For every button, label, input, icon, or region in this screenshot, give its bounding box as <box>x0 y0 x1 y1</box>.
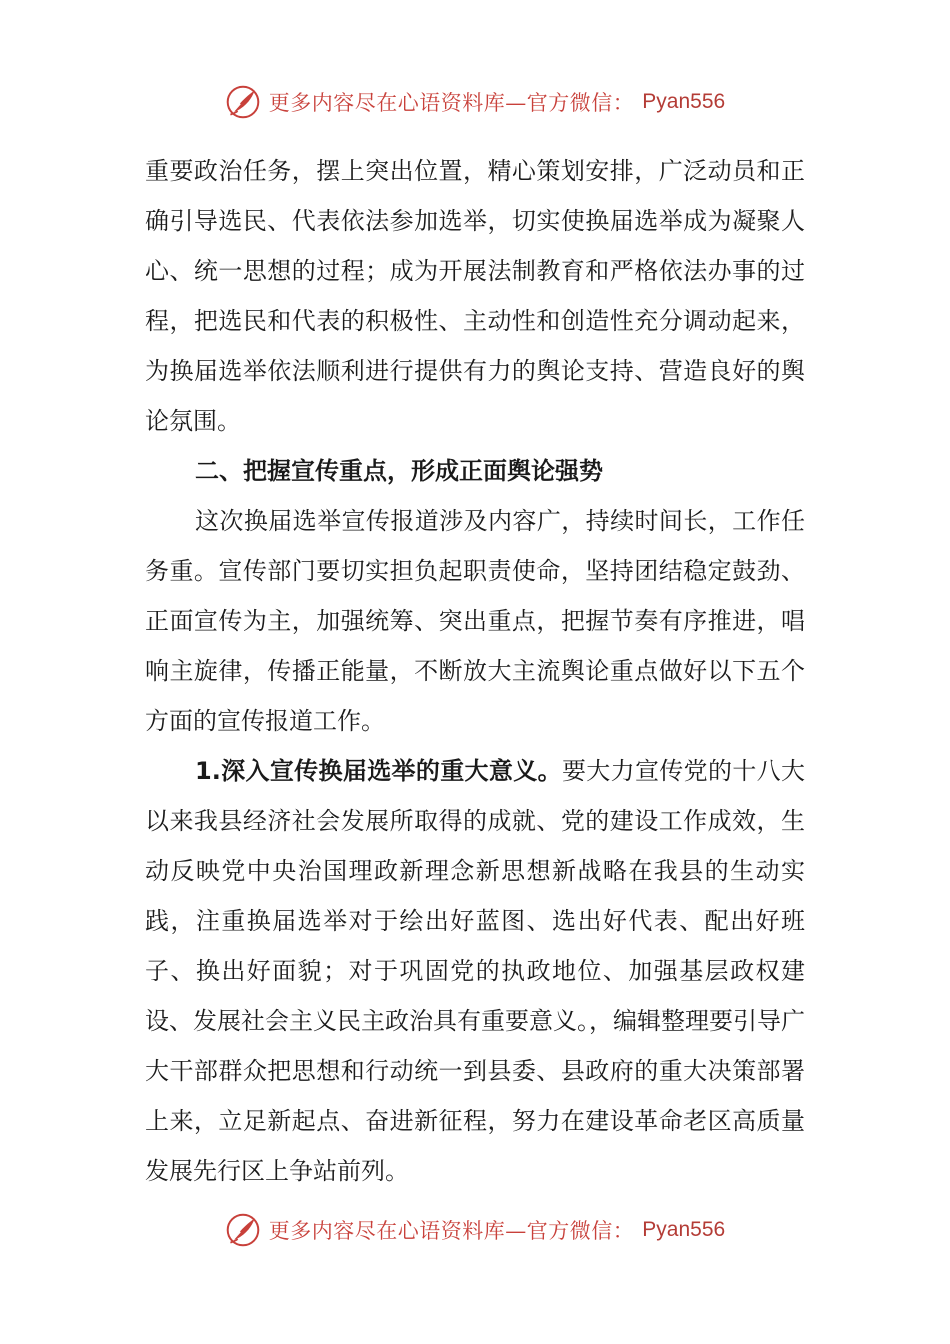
item-1-lead: 1.深入宣传换届选举的重大意义。 <box>195 757 562 785</box>
wechat-id: Pyan556 <box>642 90 726 113</box>
document-body <box>145 146 805 1196</box>
banner-slogan: 更多内容尽在心语资料库—官方微信： <box>268 91 635 115</box>
header-banner <box>0 82 950 122</box>
paragraph-intro: 这次换届选举宣传报道涉及内容广，持续时间长，工作任务重。宣传部门要切实担负起职责使命，坚持团结稳定鼓劲、正面宣传为主，加强统筹、突出重点，把握节奏有序推进，唱响主旋律，传播正能量，不断放大主流舆论重点做好以下五个方面的宣传报道工作。 <box>145 507 805 735</box>
paragraph-item-1 <box>145 746 805 1196</box>
item-1-body: 要大力宣传党的十八大以来我县经济社会发展所取得的成就、党的建设工作成效，生动反映党中央治国理政新理念新思想新战略在我县的生动实践，注重换届选举对于绘出好蓝图、选出好代表、配出好班子、换出好面貌；对于巩固党的执政地位、加强基层政权建设、发展社会主义民主政治具有重要意义。，编辑整理要引导广大干部群众把思想和行动统一到县委、县政府的重大决策部署上来，立足新起点、奋进新征程，努力在建设革命老区高质量发展先行区上争站前列。 <box>145 757 806 1185</box>
footer-banner <box>0 1210 950 1250</box>
section-heading: 二、把握宣传重点，形成正面舆论强势 <box>195 457 603 485</box>
footer-slogan: 更多内容尽在心语资料库—官方微信： <box>268 1219 635 1243</box>
quill-pen-logo-icon <box>225 84 261 120</box>
quill-pen-logo-icon <box>225 1212 261 1248</box>
paragraph-continuation: 重要政治任务，摆上突出位置，精心策划安排，广泛动员和正确引导选民、代表依法参加选举，切实使换届选举成为凝聚人心、统一思想的过程；成为开展法制教育和严格依法办事的过程，把选民和代表的积极性、主动性和创造性充分调动起来，为换届选举依法顺利进行提供有力的舆论支持、营造良好的舆论氛围。 <box>145 157 805 435</box>
footer-wechat-id: Pyan556 <box>642 1218 726 1241</box>
